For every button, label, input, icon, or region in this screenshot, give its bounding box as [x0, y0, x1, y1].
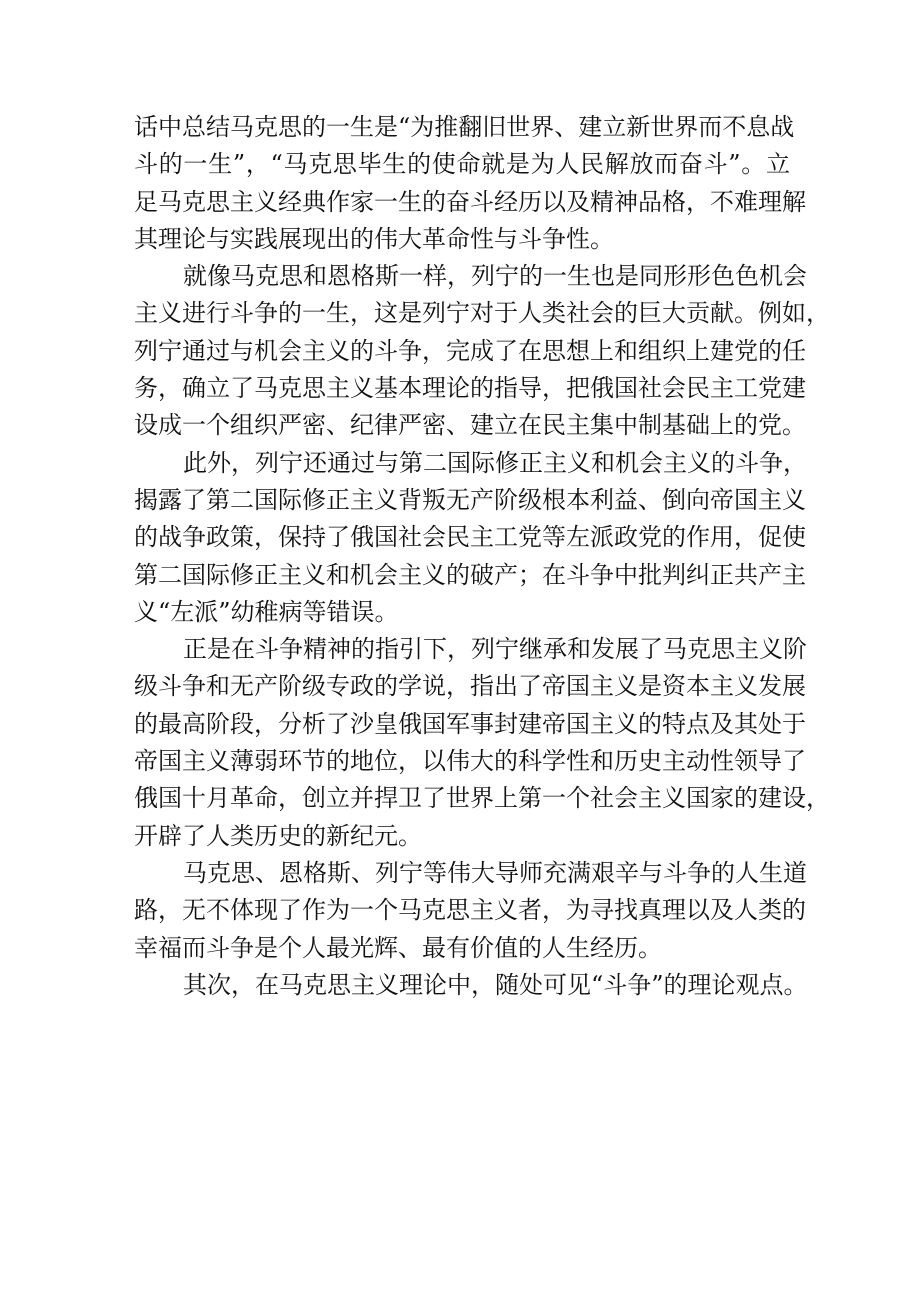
text-line: 正是在斗争精神的指引下，列宁继承和发展了马克思主义阶: [183, 635, 807, 664]
text-line: 义“左派”幼稚病等错误。: [134, 597, 399, 626]
text-line: 级斗争和无产阶级专政的学说，指出了帝国主义是资本主义发展: [134, 672, 806, 701]
text-line: 设成一个组织严密、纪律严密、建立在民主集中制基础上的党。: [134, 411, 806, 440]
text-line: 第二国际修正主义和机会主义的破产；在斗争中批判纠正共产主: [134, 560, 806, 589]
text-line: 此外，列宁还通过与第二国际修正主义和机会主义的斗争，: [183, 448, 807, 477]
text-line: 务，确立了马克思主义基本理论的指导，把俄国社会民主工党建: [134, 374, 806, 403]
text-line: 帝国主义薄弱环节的地位，以伟大的科学性和历史主动性领导了: [134, 747, 806, 776]
paragraph-5: [134, 855, 807, 967]
text-line: 开辟了人类历史的新纪元。: [134, 821, 422, 850]
text-line: 其次，在马克思主义理论中，随处可见“斗争”的理论观点。: [183, 970, 808, 999]
text-line: 斗的一生”，“马克思毕生的使命就是为人民解放而奋斗”。立: [134, 150, 790, 179]
text-line: 列宁通过与机会主义的斗争，完成了在思想上和组织上建党的任: [134, 336, 806, 365]
paragraph-3: [134, 445, 807, 631]
text-line: 的战争政策，保持了俄国社会民主工党等左派政党的作用，促使: [134, 523, 806, 552]
text-line: 路，无不体现了作为一个马克思主义者，为寻找真理以及人类的: [134, 896, 806, 925]
paragraph-4: [134, 631, 830, 855]
text-line: 马克思、恩格斯、列宁等伟大导师充满艰辛与斗争的人生道: [183, 858, 807, 887]
paragraph-1: [134, 109, 806, 258]
text-line: 其理论与实践展现出的伟大革命性与斗争性。: [134, 224, 614, 253]
text-line: 话中总结马克思的一生是“为推翻旧世界、建立新世界而不息战: [134, 113, 795, 141]
text-line: 就像马克思和恩格斯一样，列宁的一生也是同形形色色机会: [183, 262, 807, 291]
text-line: 的最高阶段，分析了沙皇俄国军事封建帝国主义的特点及其处于: [134, 709, 806, 738]
text-line: 揭露了第二国际修正主义背叛无产阶级根本利益、倒向帝国主义: [134, 485, 806, 514]
text-line: 足马克思主义经典作家一生的奋斗经历以及精神品格，不难理解: [134, 187, 806, 216]
text-line: 幸福而斗争是个人最光辉、最有价值的人生经历。: [134, 933, 662, 962]
document-body: [134, 109, 830, 1004]
text-line: 主义进行斗争的一生，这是列宁对于人类社会的巨大贡献。例如，: [134, 299, 830, 328]
paragraph-2: [134, 258, 830, 444]
text-line: 俄国十月革命，创立并捍卫了世界上第一个社会主义国家的建设，: [134, 784, 830, 813]
paragraph-6: [134, 967, 808, 1004]
